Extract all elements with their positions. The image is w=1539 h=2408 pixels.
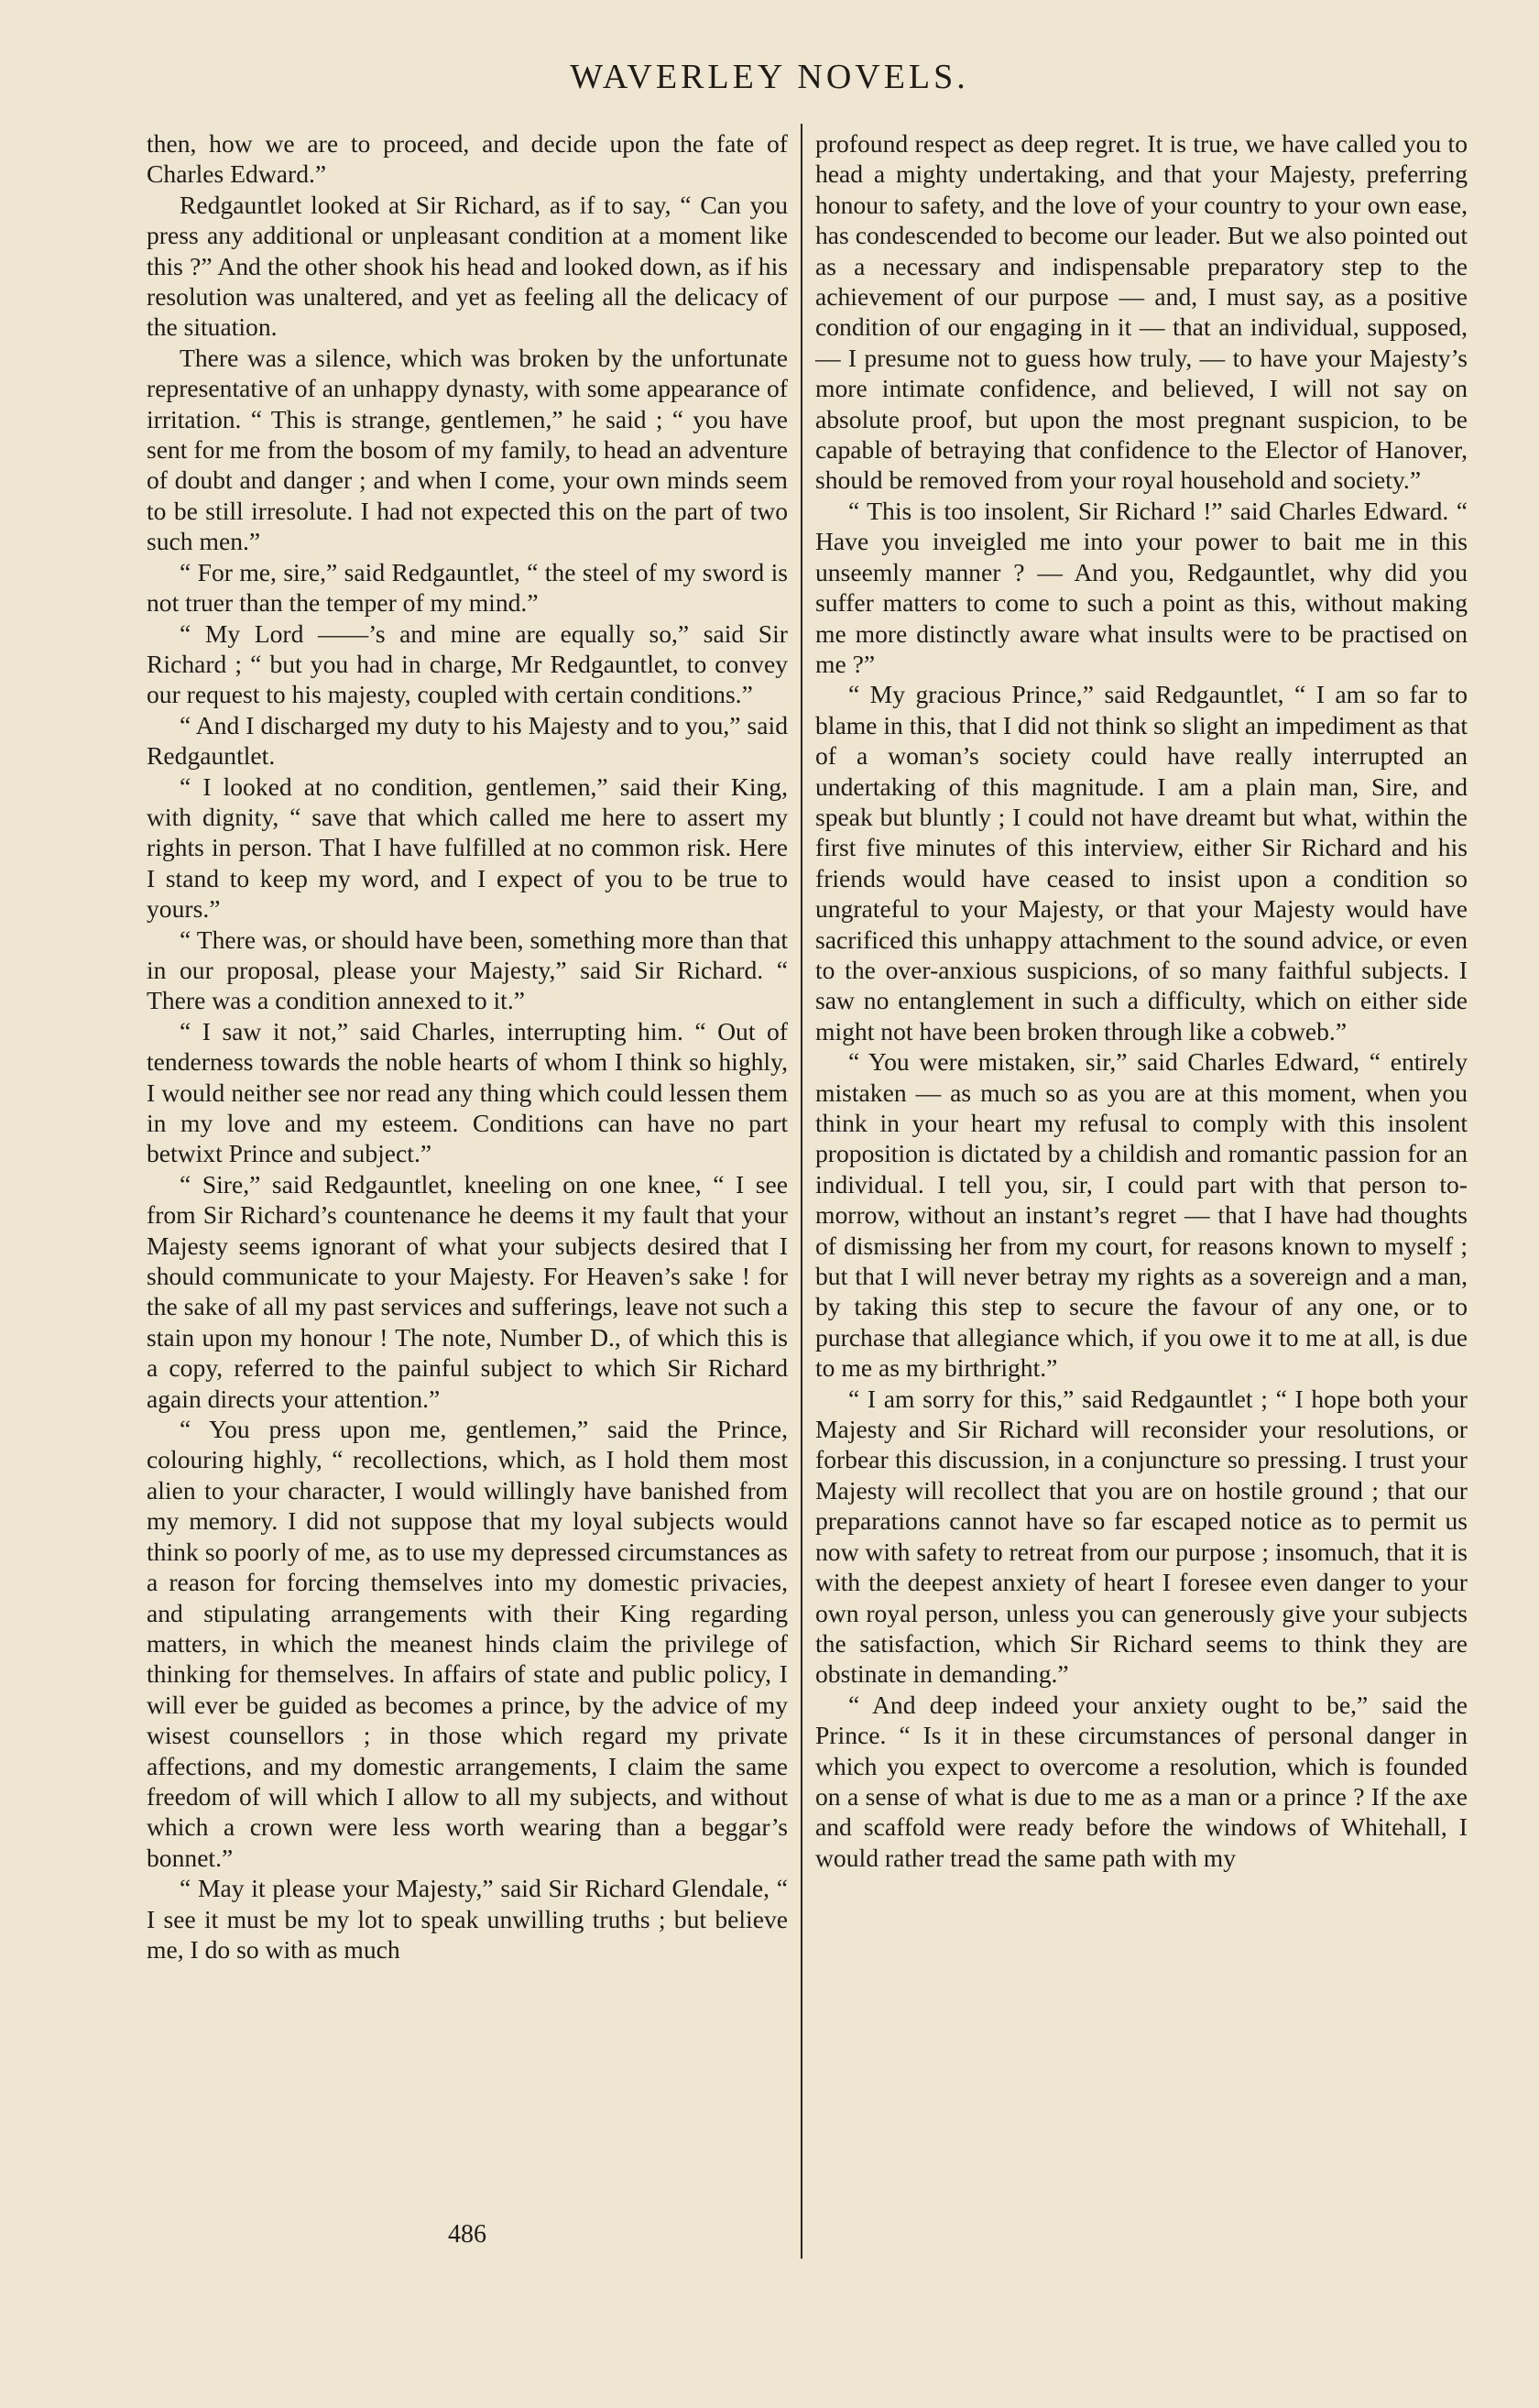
paragraph: “ My gracious Prince,” said Redgauntlet, “ I am so far to blame in this, that I did not think so slight an impediment as that of a woman’s society could have really interrupted an undertaking of this magnitude. I am a plain man, Sire, and speak but bluntly ; I could not have dreamt but what, within the first five minutes of this interview, either Sir Richard and his friends would have ceased to insist upon a condition so ungrateful to your Majesty, or that your Majesty would have sacrificed this unhappy attachment to the sound advice, or even to the over-anxious suspicions, of so many faithful subjects. I saw no entanglement in such a difficulty, which on either side might not have been broken through like a cobweb.” [815,680,1468,1045]
paragraph: “ And deep indeed your anxiety ought to be,” said the Prince. “ Is it in these circumstances of personal danger in which you expect to overcome a resolution, which is founded on a sense of what is due to me as a man or a prince ? If the axe and scaffold were ready before the windows of Whitehall, I would rather tread the same path with my [815,1690,1468,1872]
column-divider [801,124,802,2259]
running-title: WAVERLEY NOVELS. [570,58,969,96]
paragraph: “ I am sorry for this,” said Redgauntlet ; “ I hope both your Majesty and Sir Richard will reconsider your resolutions, or forbear this discussion, in a conjuncture so pressing. I trust your Majesty will recollect that you are on hostile ground ; that our preparations cannot have so far escaped notice as to permit us now with safety to retreat from our purpose ; insomuch, that it is with the deepest anxiety of heart I foresee even danger to your own royal person, unless you can generously give your subjects the satisfaction, which Sir Richard seems to think they are obstinate in demanding.” [815,1384,1468,1689]
right-column [815,128,1468,1873]
paragraph: “ There was, or should have been, something more than that in our proposal, please your Majesty,” said Sir Richard. “ There was a condition annexed to it.” [147,925,788,1015]
paragraph: “ For me, sire,” said Redgauntlet, “ the steel of my sword is not truer than the temper of my mind.” [147,557,788,618]
paragraph: “ You press upon me, gentlemen,” said the Prince, colouring highly, “ recollections, which, as I hold them most alien to your character, I would willingly have banished from my memory. I did not suppose that my loyal subjects would think so poorly of me, as to use my depressed circumstances as a reason for forcing themselves into my domestic privacies, and stipulating arrangements with their King regarding matters, in which the meanest hinds claim the privilege of thinking for themselves. In affairs of state and public policy, I will ever be guided as becomes a prince, by the advice of my wisest counsellors ; in those which regard my private affections, and my domestic arrangements, I claim the same freedom of will which I allow to all my subjects, and without which a crown were less worth wearing than a beggar’s bonnet.” [147,1415,788,1872]
paragraph: “ I looked at no condition, gentlemen,” said their King, with dignity, “ save that which called me here to assert my rights in person. That I have fulfilled at no common risk. Here I stand to keep my word, and I expect of you to be true to yours.” [147,772,788,924]
paragraph: “ This is too insolent, Sir Richard !” said Charles Edward. “ Have you inveigled me into your power to bait me in this unseemly manner ? — And you, Redgauntlet, why did you suffer matters to come to such a point as this, without making me more distinctly aware what insults were to be practised on me ?” [815,496,1468,678]
page-number: 486 [448,2220,486,2249]
paragraph: “ And I discharged my duty to his Majesty and to you,” said Redgauntlet. [147,710,788,771]
paragraph: “ You were mistaken, sir,” said Charles Edward, “ entirely mistaken — as much so as you are at this moment, when you think in your heart my refusal to comply with this insolent proposition is dictated by a childish and romantic passion for an individual. I tell you, sir, I could part with that person to-morrow, without an instant’s regret — that I have had thoughts of dismissing her from my court, for reasons known to myself ; but that I will never betray my rights as a sovereign and a man, by taking this step to secure the favour of any one, or to purchase that allegiance which, if you owe it to me at all, is due to me as my birthright.” [815,1047,1468,1383]
paragraph: “ My Lord ——’s and mine are equally so,” said Sir Richard ; “ but you had in charge, Mr Redgauntlet, to convey our request to his majesty, coupled with certain conditions.” [147,618,788,709]
left-column [147,128,788,1965]
paragraph: There was a silence, which was broken by the unfortunate representative of an unhappy dynasty, with some appearance of irritation. “ This is strange, gentlemen,” he said ; “ you have sent for me from the bosom of my family, to head an adventure of doubt and danger ; and when I come, your own minds seem to be still irresolute. I had not expected this on the part of two such men.” [147,343,788,556]
paragraph: profound respect as deep regret. It is true, we have called you to head a mighty undertaking, and that your Majesty, preferring honour to safety, and the love of your country to your own ease, has condescended to become our leader. But we also pointed out as a necessary and indispensable preparatory step to the achievement of our purpose — and, I must say, as a positive condition of our engaging in it — that an individual, supposed, — I presume not to guess how truly, — to have your Majesty’s more intimate confidence, and believed, I will not say on absolute proof, but upon the most pregnant suspicion, to be capable of betraying that confidence to the Elector of Hanover, should be removed from your royal household and society.” [815,129,1468,495]
paragraph: then, how we are to proceed, and decide upon the fate of Charles Edward.” [147,129,788,189]
paragraph: Redgauntlet looked at Sir Richard, as if to say, “ Can you press any additional or unpleasant condition at a moment like this ?” And the other shook his head and looked down, as if his resolution was unaltered, and yet as feeling all the delicacy of the situation. [147,190,788,342]
paragraph: “ Sire,” said Redgauntlet, kneeling on one knee, “ I see from Sir Richard’s countenance he deems it my fault that your Majesty seems ignorant of what your subjects desired that I should communicate to your Majesty. For Heaven’s sake ! for the sake of all my past services and sufferings, leave not such a stain upon my honour ! The note, Number D., of which this is a copy, referred to the painful subject to which Sir Richard again directs your attention.” [147,1169,788,1413]
paragraph: “ I saw it not,” said Charles, interrupting him. “ Out of tenderness towards the noble hearts of whom I think so highly, I would neither see nor read any thing which could lessen them in my love and my esteem. Conditions can have no part betwixt Prince and subject.” [147,1016,788,1168]
paragraph: “ May it please your Majesty,” said Sir Richard Glendale, “ I see it must be my lot to speak unwilling truths ; but believe me, I do so with as much [147,1874,788,1964]
